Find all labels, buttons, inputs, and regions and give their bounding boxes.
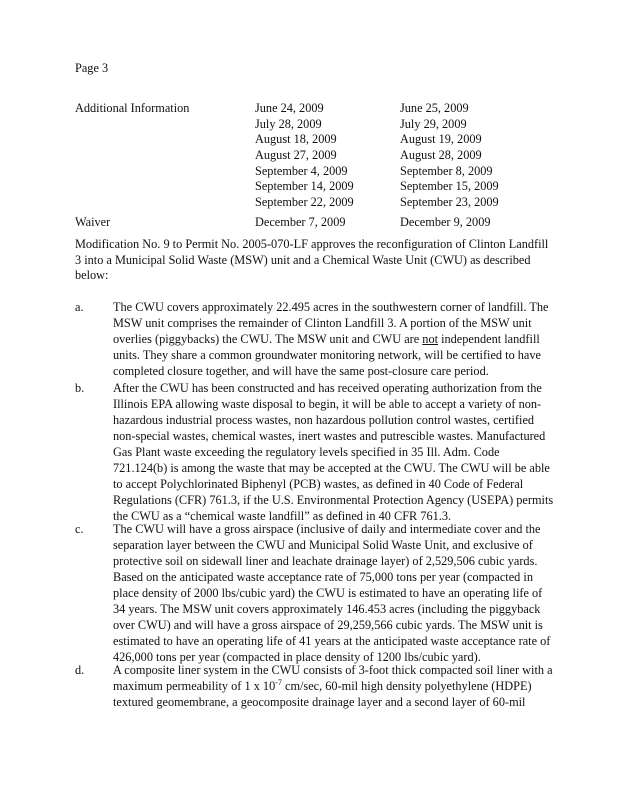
schedule-row [75, 132, 575, 148]
paragraph-line: completed closure together, and will have the same post-closure care period. [113, 364, 489, 378]
exponent: -7 [275, 677, 282, 687]
row-date-2: June 25, 2009 [400, 101, 469, 115]
row-date-2: September 23, 2009 [400, 195, 499, 210]
paragraph-line: 34 years. The MSW unit covers approximately 146.453 acres (including the piggyback [113, 602, 541, 616]
row-date-2: September 8, 2009 [400, 163, 493, 178]
paragraph-line: Illinois EPA allowing waste disposal to begin, it will be able to accept a variety of non- [113, 397, 542, 411]
paragraph-line: 721.124(b) is among the waste that may be accepted at the CWU. The CWU will be able [113, 461, 550, 475]
paragraph-line: The CWU covers approximately 22.495 acres in the southwestern corner of landfill. The [113, 300, 549, 314]
paragraph-line: A composite liner system in the CWU consists of 3-foot thick compacted soil liner with a [113, 663, 553, 677]
list-marker: b. [75, 381, 85, 395]
row-date-2: August 28, 2009 [400, 148, 482, 163]
schedule-row [75, 117, 575, 133]
row-date-1: June 24, 2009 [255, 101, 324, 115]
list-item-text [113, 521, 550, 665]
page-number: Page 3 [75, 61, 109, 75]
paragraph-line: estimated to have an operating life of 41 years at the anticipated waste acceptance rate of [113, 634, 551, 648]
schedule-row [75, 101, 575, 117]
paragraph-line: After the CWU has been constructed and has received operating authorization from the [113, 381, 542, 395]
paragraph-line: MSW unit comprises the remainder of Clinton Landfill 3. A portion of the MSW unit [113, 316, 532, 330]
paragraph-line: The CWU will have a gross airspace (inclusive of daily and intermediate cover and the [113, 522, 541, 536]
row-date-1: August 18, 2009 [255, 132, 337, 147]
schedule-row [75, 179, 575, 195]
paragraph-line: Modification No. 9 to Permit No. 2005-070-LF approves the reconfiguration of Clinton Landfill [75, 237, 549, 251]
paragraph-line: over CWU) and will have a gross airspace of 29,259,566 cubic yards. The MSW unit is [113, 618, 543, 632]
paragraph-line: protective soil on sidewall liner and leachate drainage layer) of 2,529,506 cubic yards. [113, 554, 538, 568]
list-marker: d. [75, 663, 85, 677]
paragraph-line: maximum permeability of 1 x $10^{-7}$ cm/sec, 60-mil high density polyethylene (HDPE) [113, 677, 532, 693]
row-date-1: July 28, 2009 [255, 116, 322, 131]
row-date-1: September 22, 2009 [255, 195, 354, 210]
paragraph-line: Regulations (CFR) 761.3, if the U.S. Environmental Protection Agency (USEPA) permits [113, 493, 554, 507]
row-label: Additional Information [75, 101, 190, 115]
paragraph-line: hazardous industrial process wastes, non hazardous pollution control wastes, certified [113, 413, 535, 427]
schedule-row [75, 148, 575, 164]
intro-paragraph [75, 237, 548, 284]
paragraph-line: to accept Polychlorinated Biphenyl (PCB) wastes, as defined in 40 Code of Federal [113, 477, 524, 491]
list-item-text [113, 662, 553, 710]
waiver-label: Waiver [75, 215, 111, 229]
paragraph-line: the CWU as a “chemical waste landfill” as defined in 40 CFR 761.3. [113, 509, 452, 523]
list-marker: a. [75, 300, 84, 314]
waiver-date-1: December 7, 2009 [255, 215, 346, 229]
paragraph-line: separation layer between the CWU and Municipal Solid Waste Unit, and exclusive of [113, 538, 533, 552]
paragraph-line: below: [75, 268, 109, 283]
paragraph-line: place density of 2000 lbs/cubic yard) the CWU is estimated to have an operating life of [113, 586, 543, 600]
paragraph-line: Gas Plant waste exceeding the regulatory levels specified in 35 Ill. Adm. Code [113, 445, 500, 459]
schedule-row [75, 164, 575, 180]
schedule-table [75, 101, 575, 211]
row-date-1: September 14, 2009 [255, 179, 354, 194]
paragraph-line: non-special wastes, chemical wastes, inert wastes and putrescible wastes. Manufactured [113, 429, 546, 443]
paragraph-line: units. They share a common groundwater monitoring network, will be certified to have [113, 348, 542, 362]
row-date-2: July 29, 2009 [400, 116, 467, 131]
row-date-2: August 19, 2009 [400, 132, 482, 147]
list-item-text [113, 299, 549, 379]
waiver-date-2: December 9, 2009 [400, 215, 491, 229]
paragraph-line: 3 into a Municipal Solid Waste (MSW) unit and a Chemical Waste Unit (CWU) as described [75, 252, 531, 267]
paragraph-line: Based on the anticipated waste acceptance rate of 75,000 tons per year (compacted in [113, 570, 533, 584]
list-marker: c. [75, 522, 84, 536]
row-date-2: September 15, 2009 [400, 179, 499, 194]
paragraph-line: overlies (piggybacks) the CWU. The MSW unit and CWU are not independent landfill [113, 332, 540, 346]
row-date-1: August 27, 2009 [255, 148, 337, 163]
schedule-row [75, 195, 575, 211]
paragraph-line: textured geomembrane, a geocomposite drainage layer and a second layer of 60-mil [113, 695, 526, 709]
list-item-text [113, 380, 553, 524]
paragraph-line: 426,000 tons per year (compacted in place density of 1200 lbs/cubic yard). [113, 650, 481, 664]
row-date-1: September 4, 2009 [255, 163, 348, 178]
underlined-emphasis: not [422, 332, 439, 346]
